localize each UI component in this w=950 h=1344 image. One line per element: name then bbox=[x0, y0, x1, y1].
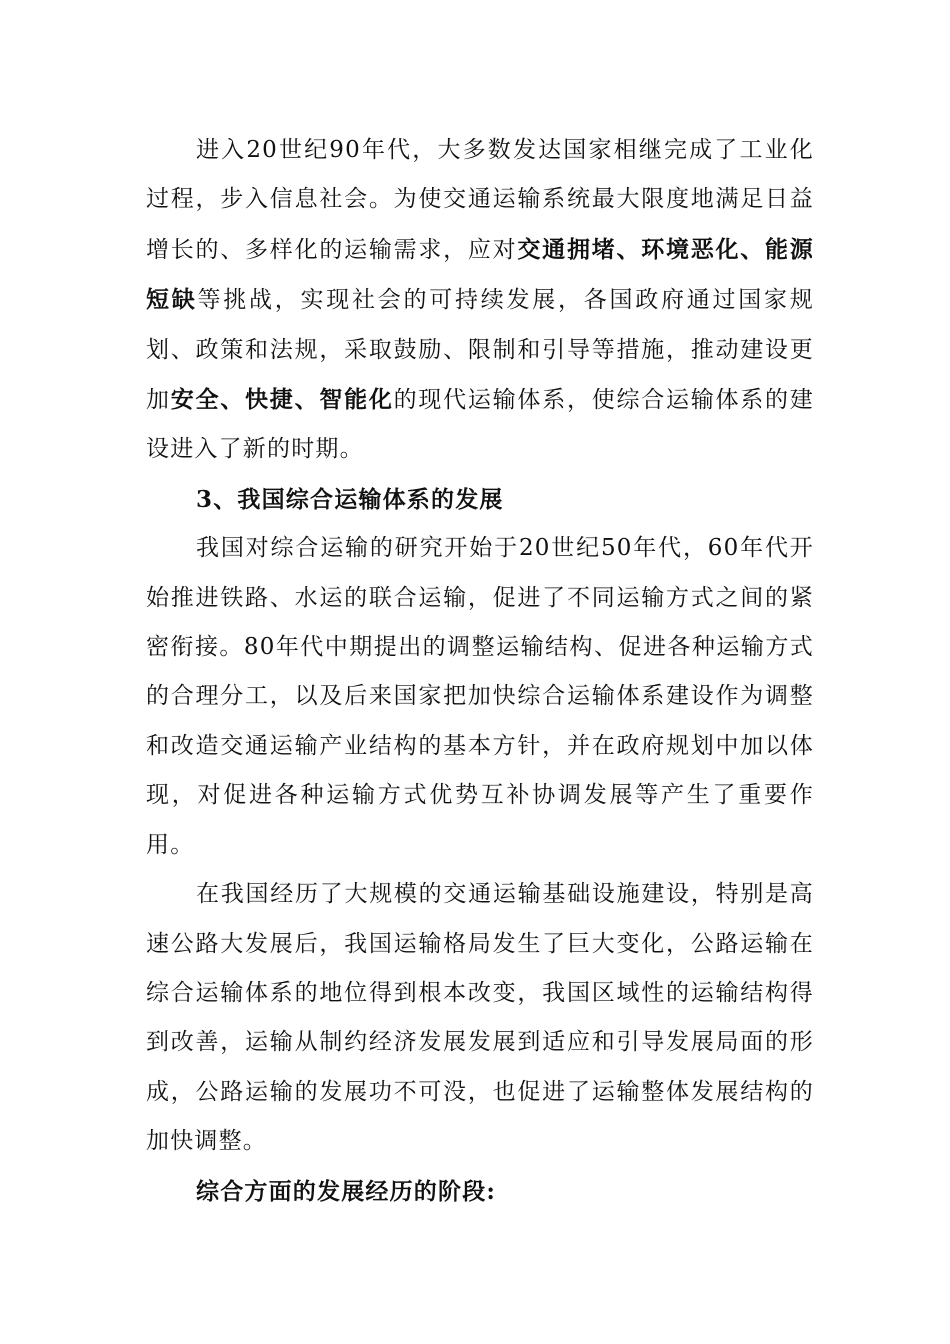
paragraph-intro-1990s bbox=[146, 126, 814, 475]
subheading-stages: 综合方面的发展经历的阶段: bbox=[196, 1177, 497, 1205]
paragraph-1-text-a: 进入20世纪90年代，大多数发达国家相继完成了工业化过程，步入信息社会。为使交通运输系统最大限度地满足日益增长的、多样化的运输需求，应对 bbox=[146, 137, 814, 263]
paragraph-1-text-c: 的现代运输体系，使综合运输体系的建设进入了新的时期。 bbox=[146, 387, 814, 463]
paragraph-1-text-b: 等挑战，实现社会的可持续发展，各国政府通过国家规划、政策和法规，采取鼓励、限制和引导等措施，推动建设更加 bbox=[146, 287, 814, 414]
paragraph-1-bold-challenges: 交通拥堵、环境恶化、能源短缺 bbox=[146, 235, 814, 314]
document-body bbox=[146, 126, 814, 1216]
section-heading: 3、我国综合运输体系的发展 bbox=[196, 485, 504, 513]
paragraph-china-research: 我国对综合运输的研究开始于20世纪50年代，60年代开始推进铁路、水运的联合运输，促进了不同运输方式之间的紧密衔接。80年代中期提出的调整运输结构、促进各种运输方式的合理分工，以及后来国家把加快综合运输体系建设作为调整和改造交通运输产业结构的基本方针，并在政府规划中加以体现，对促进各种运输方式优势互补协调发展等产生了重要作用。 bbox=[146, 535, 814, 858]
paragraph-highway-development: 在我国经历了大规模的交通运输基础设施建设，特别是高速公路大发展后，我国运输格局发生了巨大变化，公路运输在综合运输体系的地位得到根本改变，我国区域性的运输结构得到改善，运输从制约经济发展发展到适应和引导发展局面的形成，公路运输的发展功不可没，也促进了运输整体发展结构的加快调整。 bbox=[146, 881, 814, 1155]
paragraph-1-bold-goals: 安全、快捷、智能化 bbox=[170, 386, 394, 414]
